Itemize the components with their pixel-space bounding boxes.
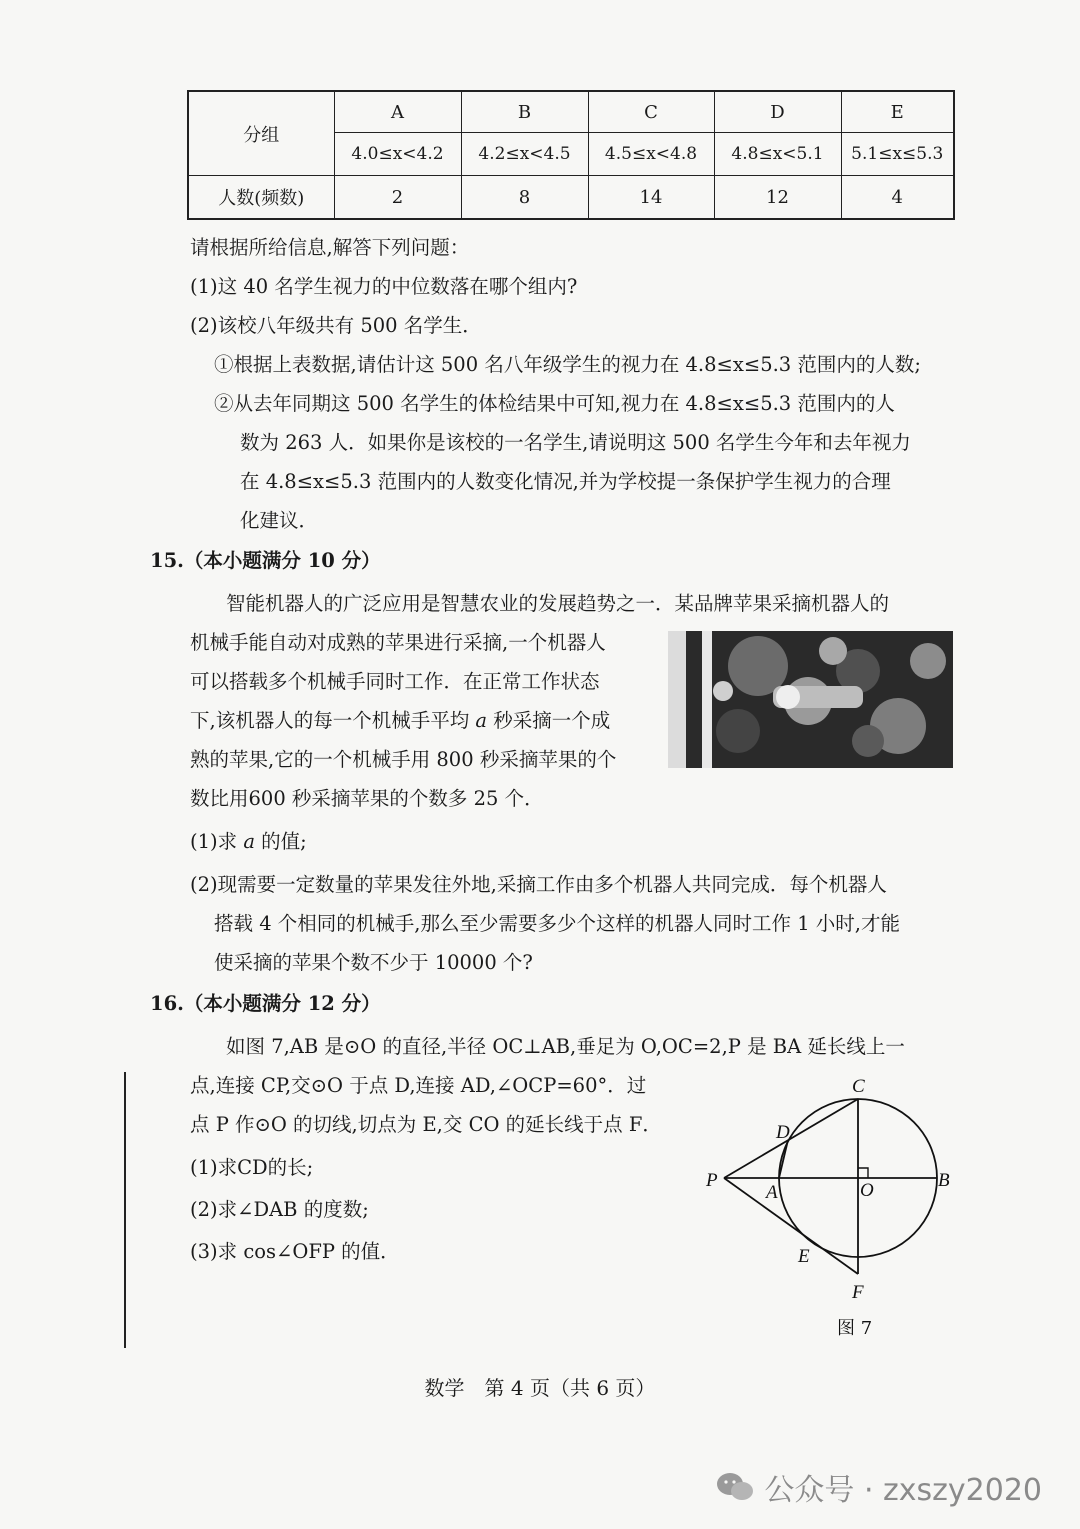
col-count-c: 14	[588, 176, 714, 220]
q14-part2b-line1: ②从去年同期这 500 名学生的体检结果中可知,视力在 4.8≤x≤5.3 范围内的人	[214, 392, 895, 415]
q16-part3: (3)求 cos∠OFP 的值．	[190, 1240, 400, 1263]
col-count-b: 8	[461, 176, 588, 220]
col-count-d: 12	[714, 176, 841, 220]
q16-line2: 点,连接 CP,交⊙O 于点 D,连接 AD,∠OCP=60°．过	[190, 1074, 647, 1097]
q16-heading: 16.（本小题满分 12 分）	[150, 992, 381, 1015]
q15-line6: 数比用600 秒采摘苹果的个数多 25 个．	[190, 787, 544, 810]
label-b: B	[938, 1170, 950, 1191]
q16-part1: (1)求CD的长;	[190, 1156, 314, 1179]
q15-line1: 智能机器人的广泛应用是智慧农业的发展趋势之一．某品牌苹果采摘机器人的	[226, 592, 890, 615]
table-header-group: 分组	[188, 91, 334, 176]
figure-caption: 图 7	[837, 1318, 873, 1339]
col-range-d: 4.8≤x<5.1	[714, 133, 841, 176]
col-letter-b: B	[461, 91, 588, 133]
q15-line2: 机械手能自动对成熟的苹果进行采摘,一个机器人	[190, 631, 606, 654]
q15-heading: 15.（本小题满分 10 分）	[150, 549, 381, 572]
label-e: E	[798, 1246, 810, 1267]
q16-line3: 点 P 作⊙O 的切线,切点为 E,交 CO 的延长线于点 F．	[190, 1113, 662, 1136]
binding-margin-line	[124, 1072, 126, 1348]
q15-part1: (1)求 a 的值;	[190, 830, 307, 853]
q16-line1: 如图 7,AB 是⊙O 的直径,半径 OC⊥AB,垂足为 O,OC=2,P 是 BA 延长线上一	[226, 1035, 905, 1058]
col-letter-e: E	[841, 91, 954, 133]
q15-part2-line2: 搭载 4 个相同的机械手,那么至少需要多少个这样的机器人同时工作 1 小时,才能	[214, 912, 901, 935]
table-header-count: 人数(频数)	[188, 176, 334, 220]
line-pf	[724, 1178, 858, 1274]
col-range-a: 4.0≤x<4.2	[334, 133, 461, 176]
label-o: O	[860, 1180, 874, 1201]
col-letter-c: C	[588, 91, 714, 133]
col-letter-d: D	[714, 91, 841, 133]
apple-robot-photo	[668, 631, 953, 768]
label-d: D	[776, 1122, 790, 1143]
q14-part2: (2)该校八年级共有 500 名学生．	[190, 314, 482, 337]
col-range-c: 4.5≤x<4.8	[588, 133, 714, 176]
q14-part2b-line4: 化建议．	[240, 509, 319, 532]
line-pc	[724, 1099, 858, 1178]
q14-part2b-line3: 在 4.8≤x≤5.3 范围内的人数变化情况,并为学校提一条保护学生视力的合理	[240, 470, 891, 493]
label-p: P	[706, 1170, 718, 1191]
q14-part2a: ①根据上表数据,请估计这 500 名八年级学生的视力在 4.8≤x≤5.3 范围内的人数;	[214, 353, 921, 376]
label-f: F	[852, 1282, 864, 1303]
col-range-b: 4.2≤x<4.5	[461, 133, 588, 176]
col-range-e: 5.1≤x≤5.3	[841, 133, 954, 176]
apple-robot-photo-art	[668, 631, 953, 768]
q14-part2b-line2: 数为 263 人．如果你是该校的一名学生,请说明这 500 名学生今年和去年视力	[240, 431, 911, 454]
label-a: A	[766, 1182, 778, 1203]
q15-line3: 可以搭载多个机械手同时工作．在正常工作状态	[190, 670, 600, 693]
q14-part1: (1)这 40 名学生视力的中位数落在哪个组内?	[190, 275, 578, 298]
page-footer: 数学 第 4 页（共 6 页）	[424, 1376, 656, 1400]
q16-part2: (2)求∠DAB 的度数;	[190, 1198, 369, 1221]
label-c: C	[852, 1076, 865, 1097]
q15-part2-line3: 使采摘的苹果个数不少于 10000 个?	[214, 951, 533, 974]
watermark-text: 公众号 · zxszy2020	[764, 1473, 1042, 1508]
q15-part2-line1: (2)现需要一定数量的苹果发往外地,采摘工作由多个机器人共同完成．每个机器人	[190, 873, 887, 896]
col-count-a: 2	[334, 176, 461, 220]
watermark	[716, 1465, 1042, 1509]
figure-7-circle-diagram	[700, 1068, 970, 1343]
q14-intro: 请根据所给信息,解答下列问题：	[190, 236, 470, 259]
wechat-icon	[716, 1471, 754, 1503]
q15-line4: 下,该机器人的每一个机械手平均 a 秒采摘一个成	[190, 709, 611, 732]
vision-frequency-table	[187, 90, 955, 220]
q15-line5: 熟的苹果,它的一个机械手用 800 秒采摘苹果的个	[190, 748, 617, 771]
col-count-e: 4	[841, 176, 954, 220]
right-angle-mark	[858, 1168, 868, 1178]
col-letter-a: A	[334, 91, 461, 133]
